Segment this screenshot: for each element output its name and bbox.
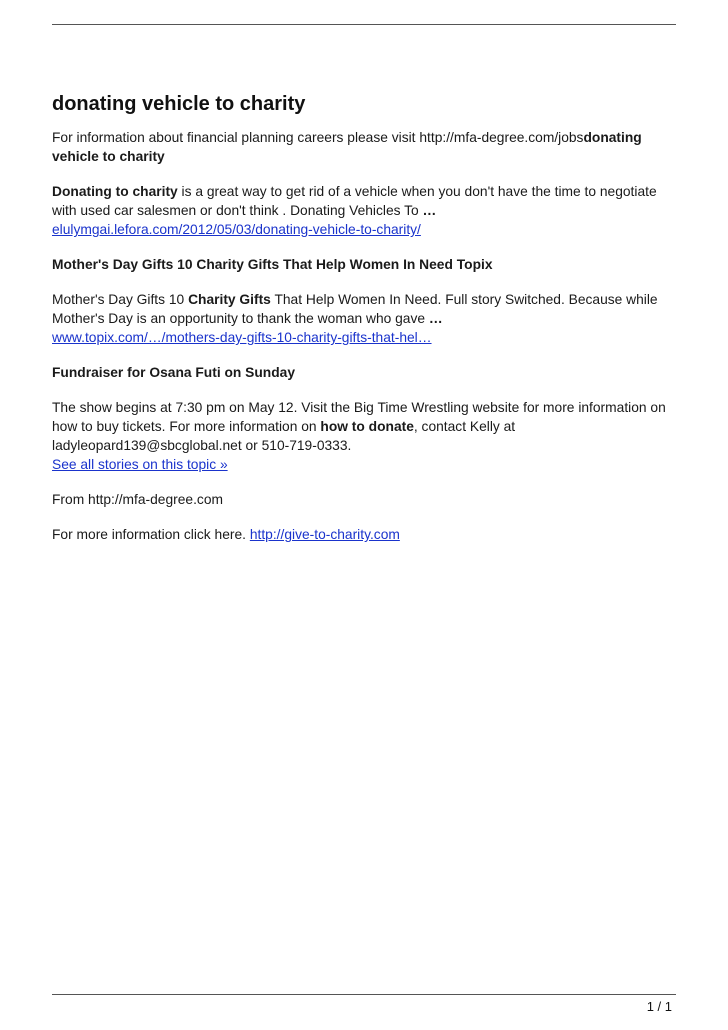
result-item — [52, 398, 672, 474]
section-heading: Mother's Day Gifts 10 Charity Gifts That Help Women In Need Topix — [52, 257, 493, 272]
result-bold: how to donate — [320, 419, 414, 434]
section-heading: Fundraiser for Osana Futi on Sunday — [52, 365, 296, 380]
more-info-link[interactable]: http://give-to-charity.com — [249, 527, 400, 542]
result-snippet: is a great way to get rid of a vehicle when you don't have the time to negotiate with used car salesmen or don't think . Donating Vehicles To — [52, 184, 657, 218]
page-number: 1 / 1 — [646, 999, 672, 1014]
result-link[interactable]: elulymgai.lefora.com/2012/05/03/donating-vehicle-to-charity/ — [52, 222, 421, 237]
more-info-line — [52, 525, 672, 544]
result-item — [52, 182, 672, 239]
document-body — [52, 92, 672, 560]
result-prefix: Mother's Day Gifts 10 — [52, 292, 189, 307]
from-line: From http://mfa-degree.com — [52, 492, 223, 507]
more-info-text: For more information click here. — [52, 527, 250, 542]
result-link[interactable]: www.topix.com/…/mothers-day-gifts-10-charity-gifts-that-hel… — [52, 330, 432, 345]
result-lead: Donating to charity — [52, 184, 178, 199]
see-all-stories-link[interactable]: See all stories on this topic » — [52, 457, 228, 472]
footer-rule — [52, 994, 676, 995]
intro-text: For information about financial planning careers please visit http://mfa-degree.com/jobs — [52, 130, 584, 145]
result-ellipsis: … — [428, 311, 443, 326]
result-snippet: , contact Kelly at ladyleopard139@sbcglobal.net or 510-719-0333. — [52, 419, 516, 453]
intro-bold: donating vehicle to charity — [52, 130, 642, 164]
result-bold: Charity Gifts — [188, 292, 271, 307]
header-rule — [52, 24, 676, 25]
page-title: donating vehicle to charity — [52, 93, 306, 115]
result-snippet: That Help Women In Need. Full story Switched. Because while Mother's Day is an opportunity to thank the woman who gave — [52, 292, 658, 326]
result-item — [52, 290, 672, 347]
result-prefix: The show begins at 7:30 pm on May 12. Visit the Big Time Wrestling website for more information on how to buy tickets. For more information on — [52, 400, 666, 434]
intro-paragraph — [52, 128, 672, 166]
result-ellipsis: … — [422, 203, 437, 218]
